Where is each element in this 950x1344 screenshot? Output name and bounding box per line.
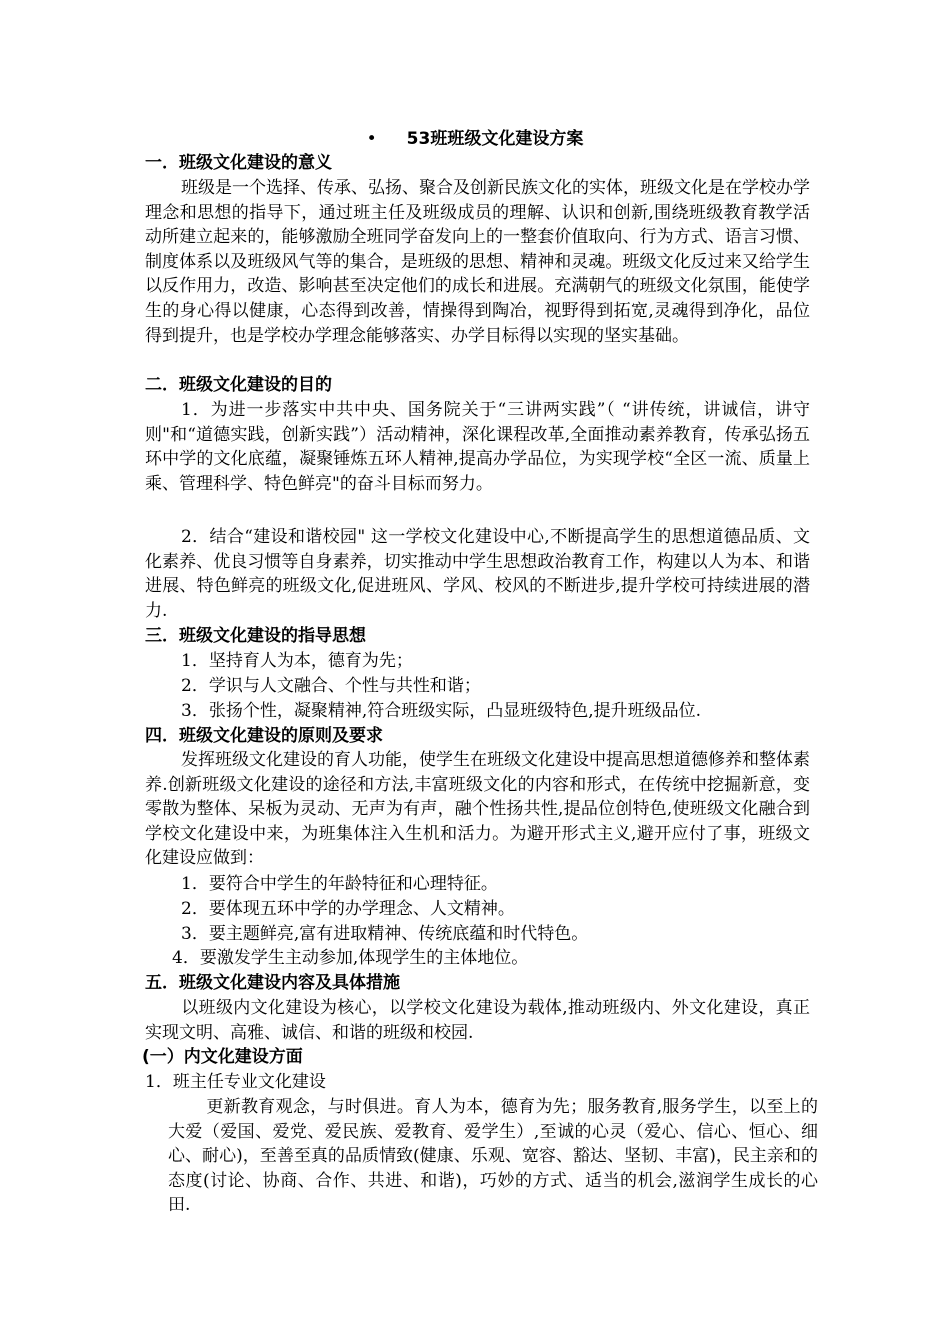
subsection-item-1-paragraph bbox=[168, 1095, 818, 1218]
section-2-paragraph-1-text: 1．为进一步落实中共中央、国务院关于“三讲两实践”（ “讲传统，讲诚信，讲守则"和“道德实践，创新实践”）活动精神，深化课程改革,全面推动素养教育，传承弘扬五环中学的文化底蕴，凝聚锤炼五环人精神,提高办学品位，为实现学校“全区一流、质量上乘、管理科学、特色鲜亮"的奋斗目标而努力。 bbox=[145, 400, 810, 494]
section-4-paragraph-text: 发挥班级文化建设的育人功能，使学生在班级文化建设中提高思想道德修养和整体素养.创新班级文化建设的途径和方法,丰富班级文化的内容和形式，在传统中挖掘新意，变零散为整体、呆板为灵动、无声为有声，融个性扬共性,提品位创特色,使班级文化融合到学校文化建设中来，为班集体注入生机和活力。为避开形式主义,避开应付了事，班级文化建设应做到： bbox=[145, 750, 810, 869]
section-1-paragraph-text: 班级是一个选择、传承、弘扬、聚合及创新民族文化的实体，班级文化是在学校办学理念和思想的指导下，通过班主任及班级成员的理解、认识和创新,围绕班级教育教学活动所建立起来的，能够激励全班同学奋发向上的一整套价值取向、行为方式、语言习惯、制度体系以及班级风气等的集合，是班级的思想、精神和灵魂。班级文化反过来又给学生以反作用力，改造、影响甚至决定他们的成长和进展。充满朝气的班级文化氛围，能使学生的身心得以健康，心态得到改善，情操得到陶冶，视野得到拓宽,灵魂得到净化，品位得到提升，也是学校办学理念能够落实、办学目标得以实现的坚实基础。 bbox=[145, 178, 810, 346]
section-4-item-3: 3．要主题鲜亮,富有进取精神、传统底蕴和时代特色。 bbox=[181, 924, 589, 944]
section-1-heading: 一．班级文化建设的意义 bbox=[145, 153, 332, 173]
section-1-paragraph bbox=[145, 176, 810, 348]
title-bullet: • bbox=[366, 129, 377, 149]
section-3-item-1: 1．坚持育人为本，德育为先； bbox=[181, 651, 413, 671]
section-2-paragraph-1 bbox=[145, 398, 810, 496]
section-4-item-2: 2．要体现五环中学的办学理念、人文精神。 bbox=[181, 899, 515, 919]
section-3-heading: 三．班级文化建设的指导思想 bbox=[145, 626, 366, 646]
section-4-item-4: 4．要激发学生主动参加,体现学生的主体地位。 bbox=[172, 948, 529, 968]
section-2-paragraph-2-text: 2．结合“建设和谐校园" 这一学校文化建设中心,不断提高学生的思想道德品质、文化素养、优良习惯等自身素养，切实推动中学生思想政治教育工作，构建以人为本、和谐进展、特色鲜亮的班级文化,促进班风、学风、校风的不断进步,提升学校可持续进展的潜力. bbox=[145, 527, 810, 621]
section-3-item-3: 3．张扬个性，凝聚精神,符合班级实际，凸显班级特色,提升班级品位. bbox=[181, 701, 702, 721]
section-4-item-1: 1．要符合中学生的年龄特征和心理特征。 bbox=[181, 874, 498, 894]
title-text: 53班班级文化建设方案 bbox=[406, 129, 584, 149]
section-5-heading: 五．班级文化建设内容及具体措施 bbox=[145, 973, 400, 993]
document-title bbox=[0, 127, 950, 151]
section-3-item-2: 2．学识与人文融合、个性与共性和谐； bbox=[181, 676, 481, 696]
subsection-item-1-label: 1．班主任专业文化建设 bbox=[145, 1072, 326, 1092]
section-2-paragraph-2 bbox=[145, 525, 810, 623]
section-2-heading: 二．班级文化建设的目的 bbox=[145, 375, 332, 395]
subsection-item-1-paragraph-text: 更新教育观念，与时俱进。育人为本，德育为先；服务教育,服务学生，以至上的大爱（爱国、爱党、爱民族、爱教育、爱学生）,至诚的心灵（爱心、信心、恒心、细心、耐心)，至善至真的品质情致(健康、乐观、宽容、豁达、坚韧、丰富)，民主亲和的态度(讨论、协商、合作、共进、和谐)，巧妙的方式、适当的机会,滋润学生成长的心田. bbox=[168, 1097, 818, 1216]
subsection-heading: (一）内文化建设方面 bbox=[142, 1047, 303, 1067]
section-4-paragraph bbox=[145, 748, 810, 871]
section-4-heading: 四．班级文化建设的原则及要求 bbox=[145, 726, 383, 746]
section-5-paragraph bbox=[145, 996, 810, 1045]
section-5-paragraph-text: 以班级内文化建设为核心，以学校文化建设为载体,推动班级内、外文化建设，真正实现文明、高雅、诚信、和谐的班级和校园. bbox=[145, 998, 810, 1043]
